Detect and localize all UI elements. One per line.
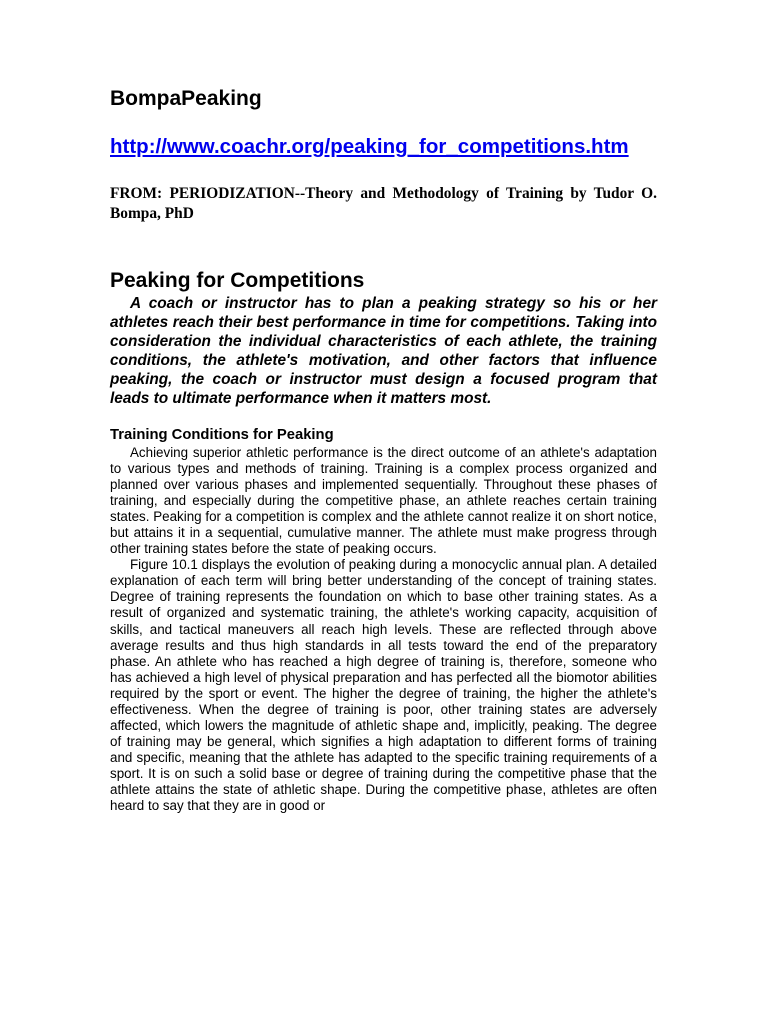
document-title: BompaPeaking (110, 87, 262, 110)
document-content (110, 86, 657, 814)
section-heading: Peaking for Competitions (110, 269, 365, 292)
abstract-paragraph: A coach or instructor has to plan a peaking strategy so his or her athletes reach their best performance in time for competitions. Taking into consideration the individual characteristics of each athlete, the training conditions, the athlete's motivation, and other factors that influence peaking, the coach or instructor must design a focused program that leads to ultimate performance when it matters most. (110, 295, 657, 407)
body-paragraph: Figure 10.1 displays the evolution of peaking during a monocyclic annual plan. A detailed explanation of each term will bring better understanding of the concept of training states. Degree of training represents the foundation on which to base other training states. As a result of organized and systematic training, the athlete's working capacity, acquisition of skills, and tactical maneuvers all reach high levels. These are reflected through above average results and thus high standards in all tests toward the end of the preparatory phase. An athlete who has reached a high degree of training is, therefore, someone who has achieved a high level of physical preparation and has perfected all the biomotor abilities required by the sport or event. The higher the degree of training, the higher the athlete's effectiveness. When the degree of training is poor, other training states are adversely affected, which lowers the magnitude of athletic shape and, implicitly, peaking. The degree of training may be general, which signifies a high adaptation to different forms of training and specific, meaning that the athlete has adapted to the specific training requirements of a sport. It is on such a solid base or degree of training during the competitive phase that the athlete attains the state of athletic shape. During the competitive phase, athletes are often heard to say that they are in good or (110, 557, 657, 814)
source-citation: FROM: PERIODIZATION--Theory and Methodology of Training by Tudor O. Bompa, PhD (110, 185, 657, 222)
body-paragraph: Achieving superior athletic performance is the direct outcome of an athlete's adaptation to various types and methods of training. Training is a complex process organized and planned over various phases and implemented sequentially. Throughout these phases of training, and especially during the competitive phase, an athlete reaches certain training states. Peaking for a competition is complex and the athlete cannot realize it on short notice, but attains it in a sequential, cumulative manner. The athlete must make progress through other training states before the state of peaking occurs. (110, 445, 657, 557)
sub-heading: Training Conditions for Peaking (110, 427, 334, 443)
source-url-link[interactable]: http://www.coachr.org/peaking_for_competitions.htm (110, 135, 629, 158)
